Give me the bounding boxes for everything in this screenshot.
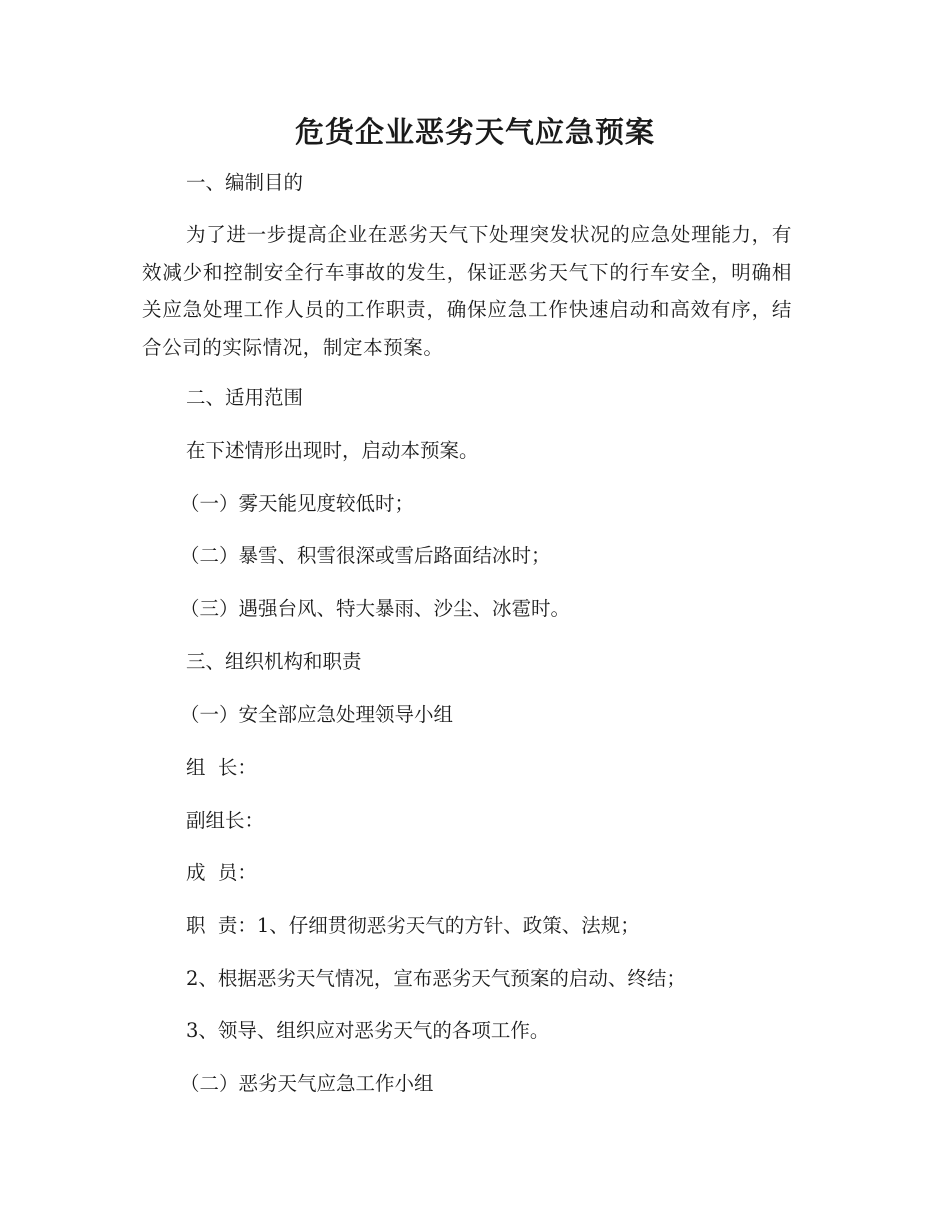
scope-item-storm: （三）遇强台风、特大暴雨、沙尘、冰雹时。 <box>180 597 571 620</box>
scope-item-fog: （一）雾天能见度较低时； <box>180 492 415 515</box>
org-group-leadership: （一）安全部应急处理领导小组 <box>180 703 454 726</box>
duty-item-3: 3、领导、组织应对恶劣天气的各项工作。 <box>186 1019 550 1042</box>
document-title: 危货企业恶劣天气应急预案 <box>294 115 655 149</box>
leader-field: 组 长： <box>186 756 257 779</box>
duty-item-2: 2、根据恶劣天气情况，宣布恶劣天气预案的启动、终结； <box>186 967 686 990</box>
duty-item-1: 职 责：1、仔细贯彻恶劣天气的方针、政策、法规； <box>186 914 640 937</box>
scope-heading: 二、适用范围 <box>186 386 304 409</box>
purpose-paragraph: 为了进一步提高企业在恶劣天气下处理突发状况的应急处理能力，有效减少和控制安全行车事故的发生，保证恶劣天气下的行车安全，明确相关应急处理工作人员的工作职责，确保应急工作快速启动和高效有序，结合公司的实际情况，制定本预案。 <box>142 223 792 359</box>
scope-intro: 在下述情形出现时，启动本预案。 <box>186 439 479 462</box>
org-group-working: （二）恶劣天气应急工作小组 <box>180 1072 434 1095</box>
deputy-leader-field: 副组长： <box>186 809 265 832</box>
purpose-heading: 一、编制目的 <box>186 171 304 194</box>
scope-item-snow: （二）暴雪、积雪很深或雪后路面结冰时； <box>180 544 551 567</box>
org-heading: 三、组织机构和职责 <box>186 650 362 673</box>
members-field: 成 员： <box>186 861 257 884</box>
